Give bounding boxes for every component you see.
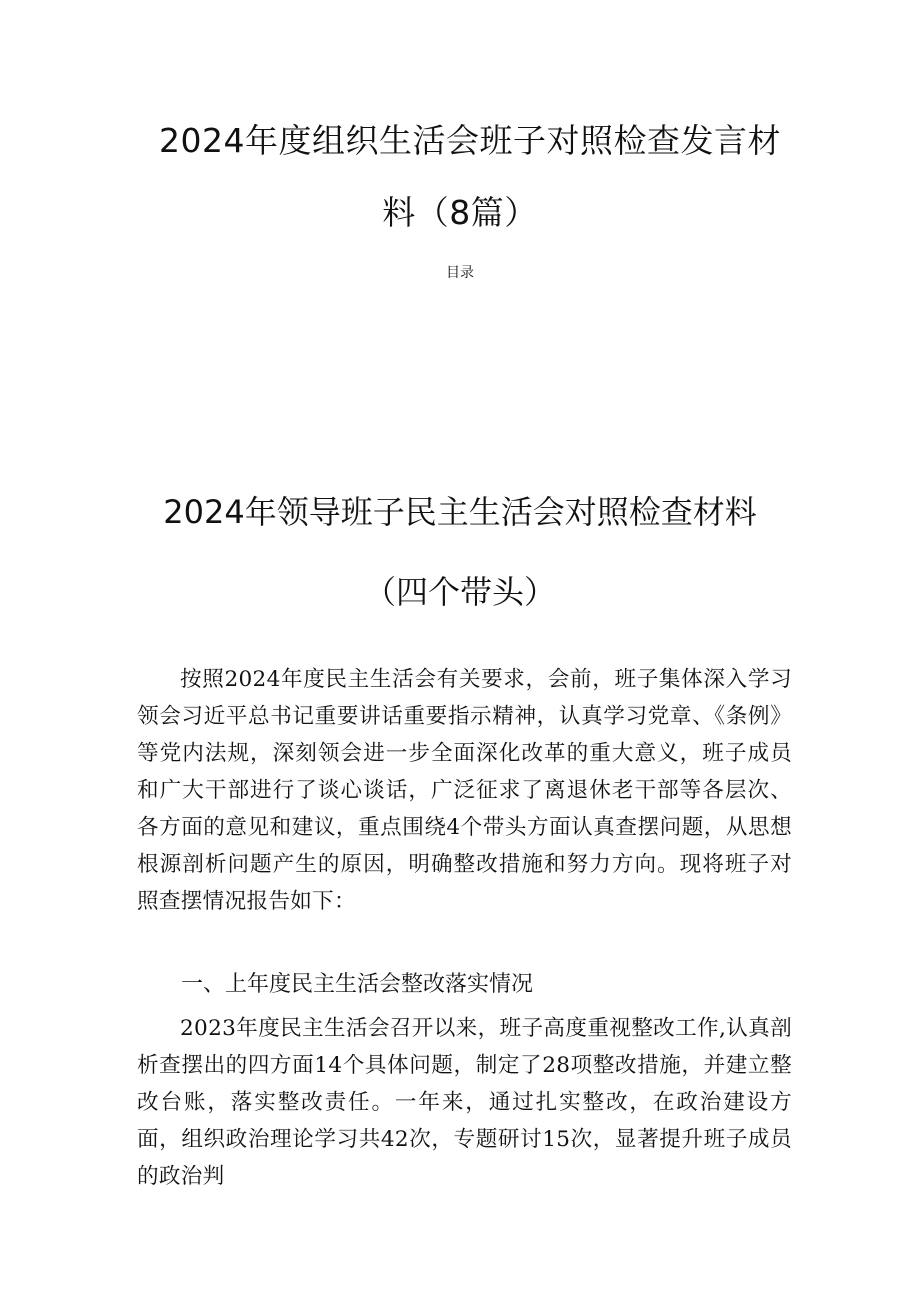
paragraph-2: 2023年度民主生活会召开以来，班子高度重视整改工作,认真剖析查摆出的四方面14个具体问题，制定了28项整改措施，并建立整改台账，落实整改责任。一年来，通过扎实整改，在政治建设方面，组织政治理论学习共42次，专题研讨15次，显著提升班子成员的政治判 [137, 1016, 792, 1189]
section-title-line-1: 2024年领导班子民主生活会对照检查材料 [163, 493, 757, 531]
paragraph-2-block [137, 1010, 792, 1195]
document-title-line-2: 料（8篇） [382, 193, 538, 232]
table-of-contents-label: 目录 [446, 265, 474, 281]
intro-paragraph: 按照2024年度民主生活会有关要求，会前，班子集体深入学习领会习近平总书记重要讲话重要指示精神，认真学习党章、《条例》等党内法规，深刻领会进一步全面深化改革的重大意义，班子成员和广大干部进行了谈心谈话，广泛征求了离退休老干部等各层次、各方面的意见和建议，重点围绕4个带头方面认真查摆问题，从思想根源剖析问题产生的原因，明确整改措施和努力方向。现将班子对照查摆情况报告如下： [137, 667, 792, 914]
section-heading-1: 一、上年度民主生活会整改落实情况 [181, 972, 534, 997]
intro-paragraph-block [137, 661, 792, 920]
document-title-line-1: 2024年度组织生活会班子对照检查发言材 [159, 121, 781, 160]
section-title-line-2: （四个带头） [363, 573, 556, 611]
